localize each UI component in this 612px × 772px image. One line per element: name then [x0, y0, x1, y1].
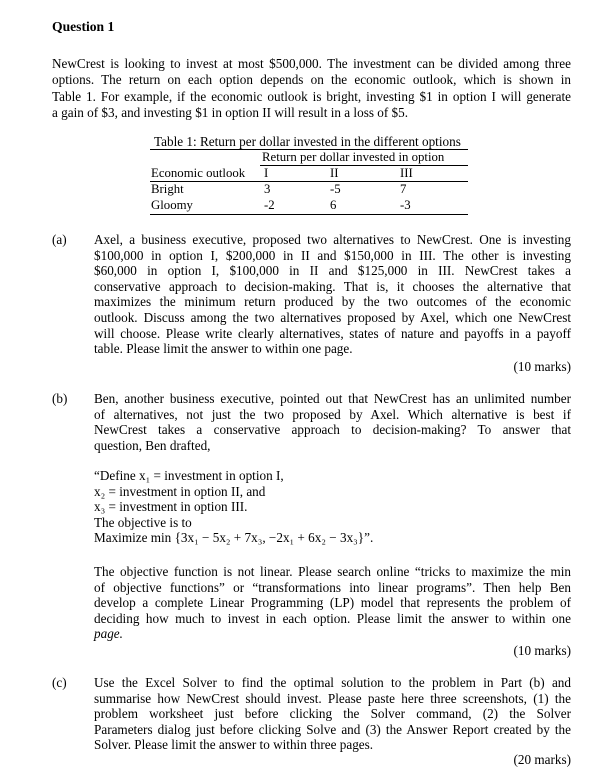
- cell-bright-II: -5: [330, 182, 341, 196]
- part-a-line: maximizes the minimum return produced by the two outcomes of the economic: [94, 294, 571, 310]
- intro-line: options. The return on each option depends on the economic outlook, which is shown in: [52, 72, 571, 88]
- part-c-line: Solver. Please limit the answer to within three pages.: [94, 737, 374, 753]
- part-b-text-2: [94, 564, 571, 642]
- row-label-bright: Bright: [151, 182, 184, 196]
- part-a-line: $100,000 in option I, $200,000 in II and $150,000 in III. The other is investing: [94, 247, 571, 263]
- intro-line: NewCrest is looking to invest at most $500,000. The investment can be divided among three: [52, 56, 571, 71]
- return-table: [150, 149, 468, 219]
- cell-gloomy-III: -3: [400, 198, 411, 212]
- part-b-line: NewCrest takes a conservative approach to decision-making? To answer that: [94, 422, 571, 438]
- intro-paragraph: [52, 56, 571, 121]
- cell-gloomy-II: 6: [330, 198, 337, 212]
- part-b-line: Ben, another business executive, pointed out that NewCrest has an unlimited number: [94, 391, 571, 406]
- part-a-marks: (10 marks): [513, 359, 571, 374]
- table-caption: Table 1: Return per dollar invested in the different options: [154, 134, 461, 149]
- quote-line: The objective is to: [94, 514, 192, 530]
- column-header-II: II: [330, 166, 339, 180]
- part-c-text: [94, 675, 571, 753]
- column-header-I: I: [264, 166, 269, 180]
- row-label-gloomy: Gloomy: [151, 198, 193, 212]
- part-c-line: Use the Excel Solver to find the optimal solution to the problem in Part (b) and: [94, 675, 571, 690]
- part-b-line: question, Ben drafted,: [94, 437, 211, 453]
- part-c-line: Parameters dialog just before clicking Solve and (3) the Answer Report created by the: [94, 721, 571, 737]
- part-b-line: page.: [94, 626, 123, 642]
- cell-gloomy-I: -2: [264, 198, 275, 212]
- intro-line: a gain of $3, and investing $1 in option II will result in a loss of $5.: [52, 104, 409, 120]
- part-a-line: table. Please limit the answer to within one page.: [94, 341, 353, 357]
- quote-line: “Define x₁ = investment in option I,: [94, 468, 284, 483]
- group-rule: [260, 165, 468, 166]
- part-a-line: Axel, a business executive, proposed two alternatives to NewCrest. One is investing: [94, 232, 571, 247]
- part-a-line: $60,000 in option I, $100,000 in II and $125,000 in III. NewCrest takes a: [94, 263, 571, 279]
- part-a-line: will choose. Please write clearly alternatives, states of nature and payoffs in a payoff: [94, 325, 571, 341]
- cell-bright-III: 7: [400, 182, 407, 196]
- part-c-line: summarise how NewCrest should invest. Please paste here three screenshots, (1) the: [94, 690, 571, 706]
- part-a-label: (a): [52, 232, 67, 247]
- part-c-label: (c): [52, 675, 67, 690]
- part-c-line: problem worksheet just before clicking the Solver command, (2) the Solver: [94, 706, 571, 722]
- part-a-text: [94, 232, 571, 357]
- part-b-label: (b): [52, 391, 68, 406]
- part-c-marks: (20 marks): [513, 752, 571, 767]
- header-rule: [150, 181, 468, 182]
- quote-line: x₂ = investment in option II, and: [94, 483, 266, 499]
- part-b-line: of alternatives, not just the two proposed by Axel. Which alternative is best if: [94, 406, 571, 422]
- question-title: Question 1: [52, 19, 115, 34]
- part-b-line: develop a complete Linear Programming (LP) model that represents the problem of: [94, 595, 571, 611]
- quote-line: Maximize min {3x₁ − 5x₂ + 7x₃, −2x₁ + 6x₂ − 3x₃}”.: [94, 530, 374, 546]
- part-b-marks: (10 marks): [513, 643, 571, 658]
- group-header: Return per dollar invested in option: [262, 150, 445, 164]
- part-b-text: [94, 391, 571, 453]
- row-header: Economic outlook: [151, 166, 246, 180]
- cell-bright-I: 3: [264, 182, 271, 196]
- part-b-line: deciding how much to invest in each option. Please limit the answer to within one: [94, 610, 571, 626]
- part-b-line: The objective function is not linear. Please search online “tricks to maximize the min: [94, 564, 571, 579]
- part-b-line: of objective functions” or “transformations into linear programs”. Then help Ben: [94, 579, 571, 595]
- intro-line: Table 1. For example, if the economic outlook is bright, investing $1 in option I will generate: [52, 88, 571, 104]
- part-b-quote: [94, 468, 571, 546]
- table-bottom-rule: [150, 214, 468, 215]
- quote-line: x₃ = investment in option III.: [94, 499, 248, 515]
- part-a-line: outlook. Discuss among the two alternatives proposed by Axel, which one NewCrest: [94, 309, 571, 325]
- part-a-line: conservative approach to decision-making. That is, it chooses the alternative that: [94, 278, 571, 294]
- column-header-III: III: [400, 166, 413, 180]
